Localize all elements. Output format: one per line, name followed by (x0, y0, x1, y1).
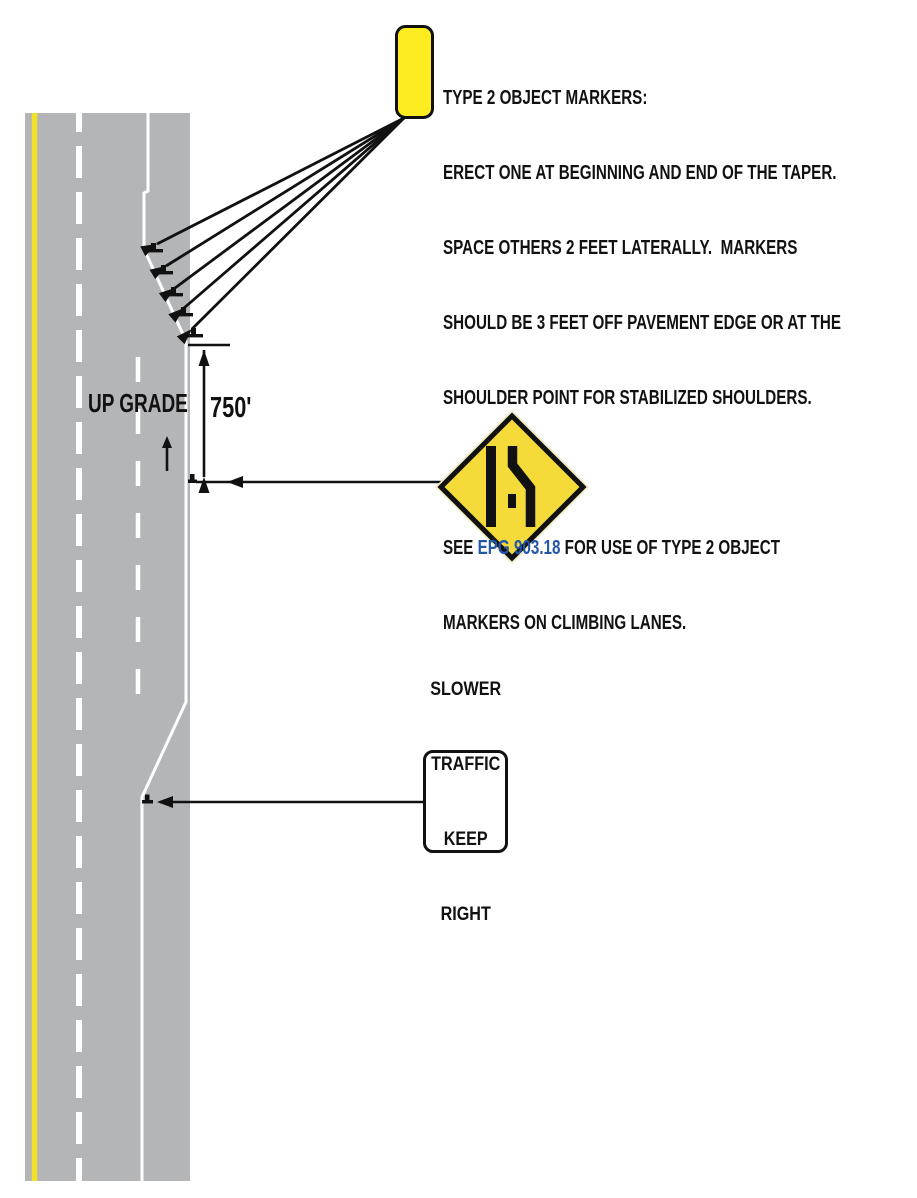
sign-line: TRAFFIC (430, 753, 501, 775)
note-line: TYPE 2 OBJECT MARKERS: (443, 87, 648, 109)
note-spacer (443, 461, 841, 486)
sign-line: KEEP (443, 828, 488, 850)
lane-ends-leader-arrowhead-icon (227, 476, 243, 488)
sign-line: SLOWER (430, 678, 501, 700)
up-grade-label: UP GRADE (88, 388, 188, 418)
slower-traffic-keep-right-sign (423, 678, 508, 925)
type-2-object-marker-icon (397, 27, 433, 118)
epg-903-18-link[interactable]: EPG 903.18 (477, 537, 561, 559)
marker-pointer-arrow-2 (166, 118, 404, 266)
marker-pointer-arrow-5 (192, 118, 404, 329)
note-line: ERECT ONE AT BEGINNING AND END OF THE TAPER. (443, 162, 837, 184)
note-line: SHOULDER POINT FOR STABILIZED SHOULDERS. (443, 387, 812, 409)
type2-marker-note (443, 36, 841, 686)
lane-ends-leader (188, 474, 448, 488)
see-prefix: SEE (443, 537, 478, 559)
marker-pointer-arrow-3 (175, 118, 404, 288)
note-see-line2: MARKERS ON CLIMBING LANES. (443, 612, 687, 634)
note-line: SPACE OTHERS 2 FEET LATERALLY. MARKERS (443, 237, 798, 259)
note-see-line (443, 536, 841, 561)
note-line: SHOULD BE 3 FEET OFF PAVEMENT EDGE OR AT THE (443, 312, 842, 334)
sign-line: RIGHT (440, 903, 491, 925)
keep-right-sign-text (430, 627, 501, 977)
dimension-label: 750' (210, 392, 252, 424)
see-suffix: FOR USE OF TYPE 2 OBJECT (560, 537, 781, 559)
marker-pointer-arrows (157, 118, 404, 329)
